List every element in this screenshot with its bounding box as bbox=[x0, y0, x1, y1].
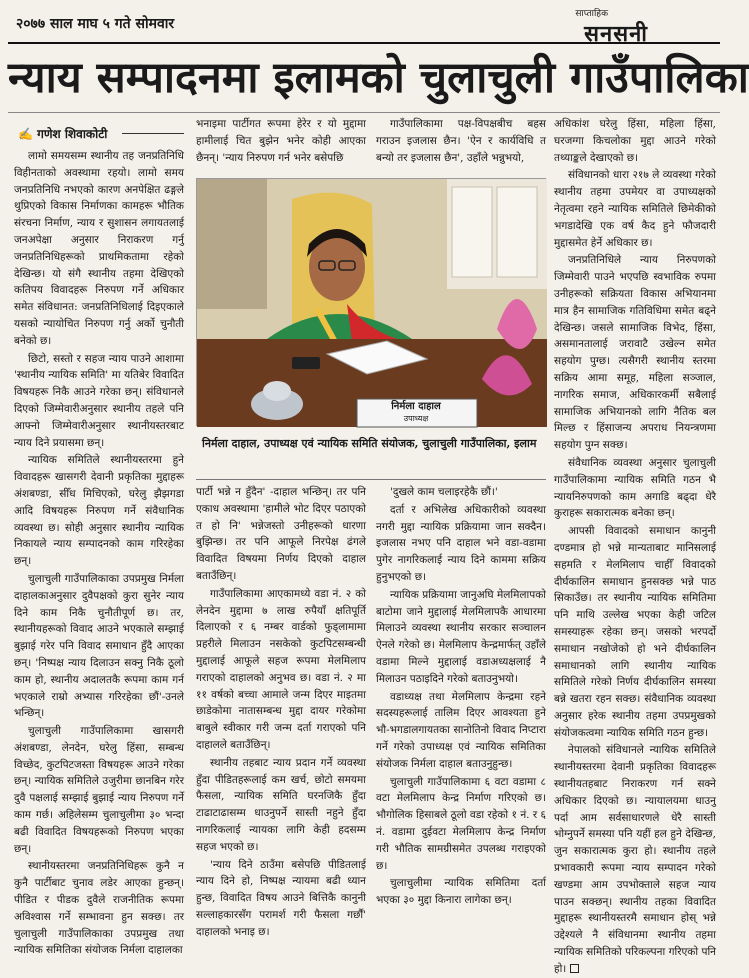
photo-caption: निर्मला दाहाल, उपाध्यक्ष एवं न्यायिक समिति संयोजक, चुलाचुली गाउँपालिका, इलाम bbox=[196, 430, 546, 480]
paragraph: अधिकांश घरेलु हिंसा, महिला हिंसा, घरजग्गा किचलोका मुद्दा आउने गरेको तथ्याङ्कले देखाएको छ। bbox=[554, 118, 716, 164]
paragraph: दर्ता र अभिलेख अधिकारीको व्यवस्था नगरी मुद्दा न्यायिक प्रक्रियामा जान सक्दैन। इजलास नभए पनि दाहाल भने वडा-वडामा पुगेर नागरिकलाई न्याय दिने काममा सक्रिय हुनुभएको छ। bbox=[376, 503, 546, 583]
paragraph: भनाइमा पार्टीगत रूपमा हेरेर र यो मुद्दामा हामीलाई चित बुझेन भनेर कोही आएका छैनन्। 'न्याय निरुपण गर्न भनेर बसेपछि bbox=[196, 118, 366, 164]
paragraph: चुलाचुली गाउँपालिकामा खासगरी अंशबण्डा, लेनदेन, घरेलु हिंसा, सम्बन्ध विच्छेद, कुटपिटजस्ता विषयहरू आउने गरेका छन्। न्यायिक समितिले उजुरीमा छानबिन गरेर दुवै पक्षलाई सम्झाई बुझाई न्याय निरुपण गर्ने काम गर्छ। अहिलेसम्म चुलाचुलीमा ३० भन्दा बढी विवादित विषयहरूको निरुपण भएका छन्। bbox=[14, 725, 184, 855]
paragraph: 'दुखले काम चलाइरहेकै छौं।' bbox=[390, 486, 498, 498]
paper-tagline: साप्ताहिक bbox=[575, 9, 608, 19]
paragraph-text: नेपालको संविधानले न्यायिक समितिले स्थानीयस्तरमा देवानी प्रकृतिका विवादहरू स्थानीयतहबाट निराकरण गर्न सक्ने अधिकार दिएको छ। न्यायालयमा धाउनु पर्दा आम सर्वसाधारणले धेरै सास्ती भोग्नुपर्ने समस्या पनि यहीं हल हुने देखिन्छ, जुन सकारात्मक कुरा हो। स्थानीय तहले प्रभावकारी रूपमा न्याय सम्पादन गरेको खण्डमा आम उपभोक्ताले सहज न्याय पाउन सक्छन्। स्थानीय तहका विवादित मुद्दाहरू स्थानीयस्तरमै समाधान होस् भन्ने उद्देश्यले नै संविधानमा स्थानीय तहमा न्यायिक समितिको परिकल्पना गरिएको पनि हो। bbox=[554, 744, 716, 975]
paragraph: संवैधानिक व्यवस्था अनुसार चुलाचुली गाउँपालिकामा न्यायिक समिति गठन भै न्यायनिरुपणको काम अगाडि बढ्दा धेरै कुराहरू सकारात्मक बनेका छन्। bbox=[554, 456, 716, 520]
paragraph: आपसी विवादको समाधान कानुनी दण्डमात्र हो भन्ने मान्यताबाट मानिसलाई सहमति र मेलमिलाप चाहीँ विवादको दीर्घकालिन समाधान हुनसक्छ भन्ने पाठ सिकाउँछ। तर स्थानीय न्यायिक समितिमा पनि माथि उल्लेख भएका केही जटिल समस्याहरू रहेका छन्। जसको भरपर्दो समाधान नखोजेको हो भने दीर्घकालिन समाधानको लागि स्थानीय न्यायिक समितिले गरेको निर्णय दीर्घकालिन समस्या बन्ने खतरा रहन सक्छ। संवैधानिक व्यवस्था अनुसार हरेक स्थानीय तहमा उपप्रमुखको संयोजकत्वमा न्यायिक समिति गठन हुन्छ। bbox=[554, 525, 716, 739]
article-column-3-bottom bbox=[376, 484, 546, 907]
end-of-article-mark bbox=[570, 964, 579, 973]
paragraph: पार्टी भन्ने न हुँदैन' -दाहाल भन्छिन्। तर पनि एकाध अवस्थामा 'हामीले भोट दिएर पठाएको त हो नि' भन्नेजस्तो उनीहरूको धारणा बुझिन्छ। तर पनि आफूले निरपेक्ष ढंगले विवादित विषयमा निर्णय दिएको दाहाल बताउँछिन्। bbox=[196, 486, 366, 582]
paragraph: न्यायिक समितिले स्थानीयस्तरमा हुने विवादहरू खासगरी देवानी प्रकृतिका मुद्दाहरू अंशबण्डा, सीँध मिचिएको, घरेलु झैझगडा आदि विषयहरू निरुपण गर्ने संवैधानिक व्यवस्था छ। सोही अनुसार स्थानीय न्यायिक निकायले न्याय सम्पादनको काम गरिरहेका छन्। bbox=[14, 454, 184, 568]
headline: न्याय सम्पादनमा इलामको चुलाचुली गाउँपालिका bbox=[8, 53, 749, 103]
paragraph: गाउँपालिकामा आएकामध्ये वडा नं. २ को लेनदेन मुद्दामा ७ लाख रुपैयाँ क्षतिपूर्ति दिलाएको र ६ नम्बर वार्डको फुड्लामामा प्रहरीले मिलाउन नसकेको कुटपिटसम्बन्धी मुद्दालाई आफूले सहज रूपमा मेलमिलाप गराएको दाहालको अनुभव छ। वडा नं. २ मा ११ वर्षको बच्चा आमाले जन्म दिएर माइतमा छाडेकोमा नातासम्बन्ध मुद्दा दायर गरेकोमा बाबुले स्वीकार गरी जन्म दर्ता गराएको पनि दाहालले बताउँछिन्। bbox=[196, 587, 366, 751]
paragraph bbox=[554, 742, 716, 977]
paragraph: चुलाचुलीमा न्यायिक समितिमा दर्ता भएका ३० मुद्दा किनारा लागेका छन्। bbox=[376, 877, 546, 907]
portrait-illustration bbox=[197, 179, 547, 427]
article-column-2-top bbox=[196, 116, 366, 172]
paragraph: संविधानको धारा २१७ ले व्यवस्था गरेको स्थानीय तहमा उपमेयर वा उपाध्यक्षको नेतृत्वमा रहने न्यायिक समितिले छिमेकीको भगडादेखि एक वर्ष कैद हुने फौजदारी मुद्दासमेत हेर्ने अधिकार छ। bbox=[554, 169, 716, 249]
paragraph: गाउँपालिकामा पक्ष-विपक्षबीच बहस गराउन इजलास छैन। 'ऐन र कार्यविधि त बन्यो तर इजलास छैन', उहाँले भन्नुभयो, bbox=[376, 118, 546, 164]
paragraph: स्थानीयस्तरमा जनप्रतिनिधिहरू कुनै न कुनै पार्टीबाट चुनाव लडेर आएका हुन्छन्। पीडित र पीडक दुवैले राजनीतिक रूपमा अविश्वास गर्ने सम्भावना हुन सक्छ। तर चुलाचुली गाउँपालिकाका उपप्रमुख तथा न्यायिक समितिका संयोजक निर्मला दाहालका bbox=[14, 860, 184, 957]
article-column-2-bottom bbox=[196, 484, 366, 938]
paper-name: सनसनी bbox=[584, 21, 648, 47]
paragraph: जनप्रतिनिधिले न्याय निरुपणको जिम्मेवारी पाउने भएपछि स्वभाविक रुपमा उनीहरूको सक्रियता विकास अभियानमा मात्र हैन सामाजिक गतिविधिमा समेत बढ्ने देखिन्छ। जसले सामाजिक विभेद, हिंसा, असमानतालाई जरावाटै उखेल्न समेत सहयोग पुग्छ। त्यसैगरी स्थानीय स्तरमा सक्रिय आमा समूह, महिला सञ्जाल, नागरिक समाज, अधिकारकर्मी सबैलाई सामाजिक अभियानको लागि नैतिक बल मिल्छ र हिंसाजन्य अपराध नियन्त्रणमा सहयोग पुग्न सक्छ। bbox=[554, 254, 716, 452]
dateline: २०७७ साल माघ ५ गते सोमवार bbox=[16, 16, 175, 32]
paragraph: स्थानीय तहबाट न्याय प्रदान गर्ने व्यवस्था हुँदा पीडितहरूलाई कम खर्च, छोटो समयमा फैसला, न्यायिक समिति घरनजिकै हुँदा टाढाटाढासम्म धाउनुपर्ने सास्ती नहुने हुँदा नागरिकलाई न्यायका लागि केही हदसम्म सहज भएको छ। bbox=[196, 756, 366, 853]
paragraph: वडाध्यक्ष तथा मेलमिलाप केन्द्रमा रहने सदस्यहरूलाई तालिम दिएर आवश्यता हुने भौ-भगडालगायतका सानोतिनो विवाद निप्टारा गर्ने गरेको उपाध्यक्ष एवं न्यायिक समितिका संयोजक निर्मला दाहाल बताउनुहुन्छ। bbox=[376, 690, 546, 770]
paragraph: न्यायिक प्रक्रियामा जानुअघि मेलमिलापको बाटोमा जाने मुद्दालाई मेलमिलापकै आधारमा मिलाउने व्यवस्था स्थानीय सरकार सञ्चालन ऐनले गरेको छ। मेलमिलाप केन्द्रमार्फत् उहाँले वडामा मिल्ने मुद्दालाई वडाअध्यक्षलाई नै मिलाउन पठाइदिने गरेको बताउनुभयो। bbox=[376, 588, 546, 685]
nameplate-title: उपाध्यक्ष bbox=[403, 414, 429, 423]
paragraph: छिटो, सस्तो र सहज न्याय पाउने आशामा 'स्थानीय न्यायिक समिति' मा यतिबेर विवादित विषयहरू निकै आउने गरेका छन्। संविधानले दिएको जिम्मेवारीअनुसार स्थानीय तहले पनि आफ्नो जिम्मेवारीअनुसार स्थानीयस्तरबाट न्याय दिने प्रयासमा छन्। bbox=[14, 352, 184, 449]
paragraph: चुलाचुली गाउँपालिकामा ६ वटा वडामा ८ वटा मेलमिलाप केन्द्र निर्माण गरिएको छ। भौगोलिक हिसाबले ठूलो वडा रहेको १ नं. र ६ नं. वडामा दुईवटा मेलमिलाप केन्द्र निर्माण गरी भौतिक सामग्रीसमेत उपलब्ध गराइएको छ। bbox=[376, 775, 546, 872]
article-column-3-top bbox=[376, 116, 546, 172]
paragraph: चुलाचुली गाउँपालिकाका उपप्रमुख निर्मला दाहालकाअनुसार दुवैपक्षको कुरा सुनेर न्याय दिने काम निकै चुनौतीपूर्ण छ। तर, स्थानीयहरूको विवाद आउने भएकाले सम्झाई बुझाई गरेर पनि विवाद समाधान हुँदै आएका छन्। 'निष्पक्ष न्याय दिलाउन सक्नु निकै ठूलो काम हो, स्थानीय अदालतकै रूपमा काम गर्न भएकाले राम्रो अभ्यास गरिरहेका छौं'-उनले भन्छिन्। bbox=[14, 572, 184, 720]
byline-rule bbox=[122, 133, 184, 134]
article-column-1 bbox=[14, 148, 184, 957]
nameplate bbox=[359, 401, 473, 425]
paragraph: लामो समयसम्म स्थानीय तह जनप्रतिनिधि विहीनताको अवस्थामा रहयो। लामो समय जनप्रतिनिधि नभएको कारण अनपेक्षित ढङ्गले थुप्रिएको विकास निर्माणका कामहरू भौतिक संरचना निर्माण, न्याय र सुशासन लगायतलाई जनअपेक्षा अनुसार निराकरण गर्नु जनप्रतिनिधिहरूको प्राथमिकतामा रहेको देखिन्छ। यो संगै स्थानीय तहमा देखिएको कतिपय विवादहरू निरुपण गर्ने अधिकार समेत संविधानत: जनप्रतिनिधिलाई दिइएकाले यसको न्यायोचित निरुपण गर्नु अर्को चुनौती बनेको छ। bbox=[14, 150, 184, 347]
article-photo bbox=[196, 178, 546, 426]
article-column-4 bbox=[554, 116, 716, 975]
masthead bbox=[8, 4, 720, 47]
headline-rule bbox=[8, 112, 720, 113]
nameplate-name: निर्मला दाहाल bbox=[391, 401, 441, 412]
paragraph: 'न्याय दिने ठाउँमा बसेपछि पीडितलाई न्याय दिने हो, निष्पक्ष न्यायमा बढी ध्यान हुन्छ, विवादित विषय आउने बित्तिकै कानुनी सल्लाहकारसँग परामर्श गरी फैसला गर्छौं' दाहालको भनाइ छ। bbox=[196, 858, 366, 938]
byline: ✍ गणेश शिवाकोटी bbox=[18, 127, 108, 141]
